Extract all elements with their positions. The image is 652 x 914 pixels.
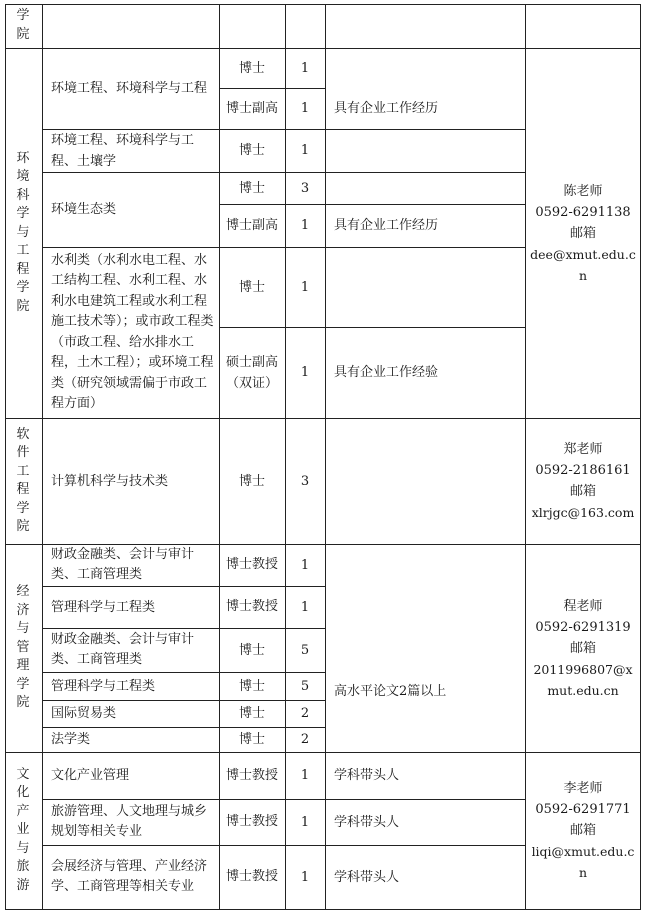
contact-email-label: 邮箱	[569, 823, 596, 838]
major-cell: 财政金融类、会计与审计类、工商管理类	[51, 632, 195, 667]
count-cell: 1	[300, 60, 310, 76]
count-cell: 1	[300, 101, 310, 116]
college-name: 软件工程学院	[16, 426, 30, 534]
contact-cell	[530, 752, 636, 909]
degree-cell: 博士	[238, 279, 265, 295]
major-cell: 环境工程、环境科学与工程、土壤学	[51, 132, 195, 169]
contact-name: 陈老师	[563, 183, 603, 199]
contact-name: 程老师	[563, 598, 603, 614]
contact-email-label: 邮箱	[569, 225, 596, 241]
degree-cell: 博士副高	[225, 100, 278, 116]
major-cell: 环境工程、环境科学与工程	[51, 81, 208, 96]
contact-email-label: 邮箱	[569, 640, 596, 656]
note-cell: 学科带头人	[334, 768, 400, 783]
contact-phone: 0592-6291319	[535, 619, 631, 635]
contact-email: xlrjgc@163.com	[531, 505, 635, 520]
degree-cell: 博士	[238, 473, 265, 489]
note-cell: 具有企业工作经验	[334, 365, 439, 380]
contact-name: 郑老师	[563, 442, 603, 457]
count-cell: 2	[300, 706, 310, 721]
contact-email-label: 邮箱	[569, 484, 596, 499]
college-name-economics	[12, 544, 34, 752]
major-cell: 法学类	[51, 732, 91, 747]
degree-cell: 博士	[238, 180, 265, 196]
note-cell: 高水平论文2篇以上	[334, 684, 447, 699]
major-cell: 文化产业管理	[51, 768, 130, 783]
count-cell: 1	[300, 365, 310, 380]
note-cell: 具有企业工作经历	[334, 101, 439, 116]
degree-cell: 博士	[238, 642, 265, 658]
degree-cell: 博士教授	[225, 599, 278, 614]
degree-cell: 博士教授	[225, 557, 278, 572]
college-name-culture-tourism	[12, 752, 34, 909]
major-cell: 水利类（水利水电工程、水工结构工程、水利工程、水利水电建筑工程或水利工程施工技术等）；或市政工程类（市政工程、给水排水工程，土木工程）；或环境工程类（研究领域需偏于市政工程方面）	[51, 252, 214, 411]
degree-cell: 硕士副高（双证）	[226, 354, 279, 391]
count-cell: 1	[300, 218, 310, 233]
count-cell: 5	[300, 678, 310, 694]
contact-email: dee@xmut.edu.cn	[530, 246, 636, 283]
note-cell: 学科带头人	[334, 869, 400, 885]
degree-cell: 博士	[238, 143, 265, 158]
degree-cell: 博士教授	[225, 767, 278, 783]
count-cell: 3	[300, 180, 310, 196]
count-cell: 2	[300, 732, 310, 747]
major-cell: 计算机科学与技术类	[51, 473, 169, 489]
contact-cell	[530, 48, 636, 418]
degree-cell: 博士	[238, 732, 265, 747]
count-cell: 1	[300, 279, 310, 295]
count-cell: 3	[300, 473, 310, 489]
degree-cell: 博士教授	[225, 869, 278, 884]
contact-email: 2011996807@xmut.edu.cn	[533, 661, 633, 698]
note-cell: 学科带头人	[334, 814, 400, 830]
contact-email: liqi@xmut.edu.cn	[531, 844, 635, 880]
count-cell: 1	[300, 557, 310, 573]
college-name: 经济与管理学院	[16, 584, 30, 711]
major-cell: 财政金融类、会计与审计类、工商管理类	[51, 547, 195, 582]
major-cell: 环境生态类	[51, 202, 117, 217]
contact-phone: 0592-2186161	[535, 463, 631, 478]
major-cell: 国际贸易类	[51, 706, 117, 721]
major-cell: 管理科学与工程类	[51, 678, 156, 694]
college-name: 环境科学与工程学院	[16, 150, 30, 314]
count-cell: 1	[300, 768, 310, 783]
count-cell: 1	[300, 869, 310, 885]
degree-cell: 博士教授	[225, 814, 278, 829]
contact-name: 李老师	[563, 781, 603, 796]
college-name-software	[12, 418, 34, 544]
contact-phone: 0592-6291138	[535, 204, 631, 220]
column-header-college: 学院	[16, 8, 30, 42]
note-cell: 具有企业工作经历	[334, 218, 439, 233]
contact-cell	[528, 544, 638, 752]
degree-cell: 博士	[238, 678, 265, 694]
college-name-environment	[12, 48, 34, 418]
major-cell: 旅游管理、人文地理与城乡规划等相关专业	[51, 804, 208, 839]
degree-cell: 博士副高	[225, 217, 278, 233]
major-cell: 会展经济与管理、产业经济学、工商管理等相关专业	[51, 859, 208, 894]
college-name: 文化产业与旅游	[16, 766, 30, 893]
count-cell: 1	[300, 599, 310, 615]
degree-cell: 博士	[238, 60, 265, 76]
count-cell: 1	[300, 814, 310, 830]
contact-cell	[528, 418, 638, 544]
count-cell: 1	[300, 143, 310, 158]
count-cell: 5	[300, 642, 310, 658]
major-cell: 管理科学与工程类	[51, 599, 156, 615]
degree-cell: 博士	[238, 706, 265, 721]
contact-phone: 0592-6291771	[535, 802, 631, 817]
